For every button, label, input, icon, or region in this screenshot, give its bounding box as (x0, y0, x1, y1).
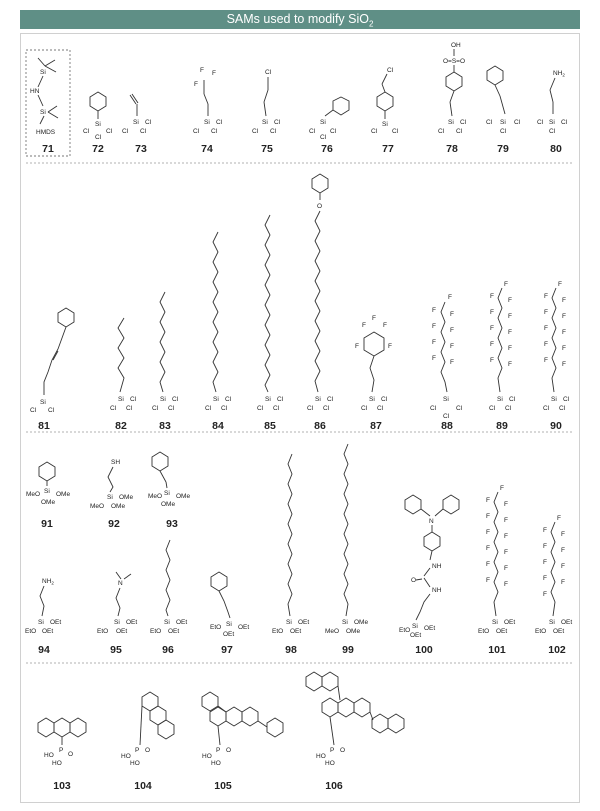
compound-74-structure (193, 67, 223, 135)
atom-cl: Cl (140, 128, 147, 135)
compound-number-82: 82 (115, 420, 127, 432)
atom-meo: MeO (26, 491, 41, 498)
atom-cl: Cl (110, 405, 117, 412)
atom-cl: Cl (211, 128, 218, 135)
atom-eto: EtO (25, 628, 37, 635)
compound-84-structure (205, 232, 232, 412)
compound-102-structure (535, 515, 572, 635)
atom-eto: EtO (399, 627, 411, 634)
compound-number-95: 95 (110, 644, 122, 656)
atom-f: F (504, 517, 508, 524)
atom-hn: HN (30, 88, 40, 95)
atom-oet: OEt (223, 631, 235, 638)
compound-number-92: 92 (108, 518, 120, 530)
atom-cl: Cl (438, 128, 445, 135)
atom-si: Si (160, 396, 166, 403)
compound-number-98: 98 (285, 644, 297, 656)
atom-f: F (543, 527, 547, 534)
compound-106-structure (306, 672, 404, 767)
atom-oet: OEt (504, 619, 516, 626)
atom-o: O (317, 203, 323, 210)
atom-p: P (216, 747, 221, 754)
atom-cl: Cl (126, 405, 133, 412)
atom-f: F (504, 501, 508, 508)
atom-meo: MeO (90, 503, 105, 510)
atom-f: F (543, 575, 547, 582)
atom-cl: Cl (122, 128, 129, 135)
atom-ome: OMe (56, 491, 71, 498)
compound-number-100: 100 (415, 644, 433, 656)
atom-si: Si (95, 121, 101, 128)
atom-f: F (562, 313, 566, 320)
atom-cl: Cl (265, 69, 272, 76)
atom-cl: Cl (392, 128, 399, 135)
atom-cl: Cl (486, 119, 493, 126)
atom-f: F (544, 357, 548, 364)
figure-title-subscript: 2 (368, 19, 374, 29)
atom-si: Si (286, 619, 292, 626)
atom-f: F (200, 67, 204, 74)
atom-si: Si (549, 119, 555, 126)
atom-f: F (450, 311, 454, 318)
atom-ome: OMe (354, 619, 369, 626)
compound-number-76: 76 (321, 143, 333, 155)
compound-82-structure (110, 318, 137, 412)
atom-cl: Cl (309, 128, 316, 135)
compound-number-85: 85 (264, 420, 276, 432)
atom-si: Si (114, 619, 120, 626)
atom-f: F (490, 293, 494, 300)
compound-number-104: 104 (134, 780, 152, 792)
atom-eto: EtO (272, 628, 284, 635)
atom-cl: Cl (193, 128, 200, 135)
atom-f: F (508, 361, 512, 368)
atom-ome: OMe (346, 628, 361, 635)
atom-si: Si (497, 396, 503, 403)
compound-101-structure (478, 485, 515, 635)
atom-phosphonate-o: O (226, 747, 232, 754)
atom-cl: Cl (48, 407, 55, 414)
atom-f: F (543, 543, 547, 550)
atom-f: F (558, 281, 562, 288)
atom-cl: Cl (270, 128, 277, 135)
atom-f: F (562, 329, 566, 336)
atom-si: Si (382, 121, 388, 128)
atom-f: F (486, 497, 490, 504)
atom-ho: HO (44, 752, 54, 759)
atom-n: N (118, 580, 123, 587)
atom-si: Si (164, 619, 170, 626)
atom-cl: Cl (330, 128, 337, 135)
atom-ome: OMe (161, 501, 176, 508)
atom-f: F (508, 329, 512, 336)
compound-96-structure (150, 540, 187, 635)
atom-cl: Cl (549, 128, 556, 135)
compound-number-71: 71 (42, 143, 54, 155)
atom-f: F (504, 565, 508, 572)
compound-number-103: 103 (53, 780, 71, 792)
atom-cl: Cl (172, 396, 179, 403)
atom-f: F (362, 322, 366, 329)
compound-number-93: 93 (166, 518, 178, 530)
atom-f: F (561, 563, 565, 570)
atom-f: F (388, 343, 392, 350)
compound-88-structure (430, 294, 463, 420)
atom-f: F (432, 339, 436, 346)
atom-eto: EtO (478, 628, 490, 635)
atom-eto: EtO (97, 628, 109, 635)
atom-si: Si (412, 623, 418, 630)
compound-number-80: 80 (550, 143, 562, 155)
compound-90-structure (543, 281, 570, 412)
atom-ho: HO (316, 753, 326, 760)
atom-f: F (544, 293, 548, 300)
atom-f: F (504, 281, 508, 288)
compound-95-structure (97, 572, 137, 635)
compound-number-73: 73 (135, 143, 147, 155)
atom-si: Si (107, 494, 113, 501)
atom-f: F (450, 359, 454, 366)
compound-93-structure (148, 452, 190, 508)
atom-f: F (490, 357, 494, 364)
compound-number-105: 105 (214, 780, 232, 792)
atom-cl: Cl (327, 396, 334, 403)
atom-ho: HO (202, 753, 212, 760)
atom-f: F (355, 343, 359, 350)
atom-cl: Cl (225, 396, 232, 403)
compound-81-structure (30, 308, 74, 414)
atom-si: Si (38, 619, 44, 626)
atom-nh: NH (432, 587, 442, 594)
atom-cl: Cl (152, 405, 159, 412)
compound-103-structure (38, 718, 86, 767)
atom-ho: HO (121, 753, 131, 760)
atom-f: F (504, 581, 508, 588)
atom-cl: Cl (543, 405, 550, 412)
atom-f: F (544, 325, 548, 332)
compound-number-89: 89 (496, 420, 508, 432)
atom-f: F (194, 81, 198, 88)
atom-oet: OEt (290, 628, 302, 635)
compound-73-structure (122, 94, 152, 135)
atom-ho: HO (211, 760, 221, 767)
hmds-box (26, 50, 70, 156)
atom-f: F (504, 533, 508, 540)
atom-nh: NH (432, 563, 442, 570)
atom-nh2: $NH_2$ (42, 578, 54, 586)
atom-oet: OEt (561, 619, 573, 626)
atom-cl: Cl (30, 407, 37, 414)
compound-number-77: 77 (382, 143, 394, 155)
atom-f: F (486, 561, 490, 568)
compound-78-structure (438, 42, 467, 135)
compound-number-78: 78 (446, 143, 458, 155)
atom-f: F (486, 577, 490, 584)
atom-cl: Cl (95, 134, 102, 141)
atom-oet: OEt (238, 624, 250, 631)
atom-f: F (562, 361, 566, 368)
atom-f: F (543, 559, 547, 566)
atom-cl: Cl (277, 396, 284, 403)
atom-eto: EtO (150, 628, 162, 635)
atom-f: F (561, 531, 565, 538)
atom-oet: OEt (298, 619, 310, 626)
compound-97-structure (210, 572, 249, 638)
atom-p: P (59, 747, 64, 754)
atom-oet: OEt (42, 628, 54, 635)
compound-89-structure (489, 281, 516, 412)
atom-si: Si (204, 119, 210, 126)
atom-si: Si (549, 619, 555, 626)
atom-f: F (562, 297, 566, 304)
atom-f: F (557, 515, 561, 522)
compound-98-structure (272, 454, 309, 635)
atom-si: Si (213, 396, 219, 403)
atom-f: F (562, 345, 566, 352)
atom-cl: Cl (537, 119, 544, 126)
atom-si: Si (443, 396, 449, 403)
atom-cl: Cl (371, 128, 378, 135)
compound-94-structure (25, 578, 61, 635)
atom-f: F (372, 315, 376, 322)
atom-eto: EtO (210, 624, 222, 631)
compound-91-structure (26, 462, 70, 506)
atom-meo: MeO (148, 493, 163, 500)
compound-number-84: 84 (212, 420, 224, 432)
atom-oet: OEt (410, 632, 422, 639)
atom-cl: Cl (216, 119, 223, 126)
atom-cl: Cl (460, 119, 467, 126)
atom-f: F (508, 345, 512, 352)
atom-f: F (508, 297, 512, 304)
atom-si: Si (320, 119, 326, 126)
compound-75-structure (252, 69, 281, 135)
atom-f: F (486, 513, 490, 520)
atom-cl: Cl (361, 405, 368, 412)
atom-oet: OEt (126, 619, 138, 626)
atom-cl: Cl (559, 405, 566, 412)
atom-phosphonate-o: O (68, 751, 74, 758)
atom-cl: Cl (320, 134, 327, 141)
compound-number-97: 97 (221, 644, 233, 656)
atom-cl: Cl (505, 405, 512, 412)
atom-si: Si (551, 396, 557, 403)
atom-si: Si (118, 396, 124, 403)
atom-cl: Cl (500, 128, 507, 135)
atom-cl: Cl (130, 396, 137, 403)
compound-number-91: 91 (41, 518, 53, 530)
atom-oet: OEt (424, 625, 436, 632)
atom-cl: Cl (563, 396, 570, 403)
atom-phosphonate-o: O (145, 747, 151, 754)
atom-f: F (561, 579, 565, 586)
atom-cl: Cl (307, 405, 314, 412)
atom-cl: Cl (106, 128, 113, 135)
atom-f: F (561, 547, 565, 554)
atom-si: Si (492, 619, 498, 626)
atom-f: F (432, 355, 436, 362)
atom-cl: Cl (252, 128, 259, 135)
atom-o: O (411, 577, 417, 584)
atom-f: F (450, 327, 454, 334)
atom-cl: Cl (145, 119, 152, 126)
atom-si: Si (44, 488, 50, 495)
atom-meo: MeO (325, 628, 340, 635)
atom-si: Si (369, 396, 375, 403)
compound-number-90: 90 (550, 420, 562, 432)
compound-85-structure (257, 215, 284, 412)
atom-oet: OEt (176, 619, 188, 626)
atom-cl: Cl (381, 396, 388, 403)
atom-si: Si (164, 490, 170, 497)
atom-cl: Cl (168, 405, 175, 412)
compound-number-87: 87 (370, 420, 382, 432)
compound-number-75: 75 (261, 143, 273, 155)
atom-f: F (486, 529, 490, 536)
atom-f: F (383, 322, 387, 329)
compound-83-structure (152, 292, 179, 412)
atom-cl: Cl (377, 405, 384, 412)
atom-si: Si (40, 399, 46, 406)
atom-cl: Cl (514, 119, 521, 126)
atom-f: F (486, 545, 490, 552)
atom-sh: SH (111, 459, 121, 466)
atom-cl: Cl (489, 405, 496, 412)
atom-f: F (500, 485, 504, 492)
atom-f: F (450, 343, 454, 350)
atom-f: F (490, 309, 494, 316)
atom-si: Si (262, 119, 268, 126)
compound-number-79: 79 (497, 143, 509, 155)
compound-number-94: 94 (38, 644, 50, 656)
atom-f: F (504, 549, 508, 556)
compound-92-structure (90, 459, 133, 510)
atom-sulfonate: O=S=O (443, 58, 466, 65)
compound-86-structure (307, 174, 334, 412)
compound-79-structure (486, 66, 521, 135)
atom-cl: Cl (274, 119, 281, 126)
atom-si: Si (133, 119, 139, 126)
atom-oet: OEt (116, 628, 128, 635)
compound-number-83: 83 (159, 420, 171, 432)
atom-f: F (544, 341, 548, 348)
compound-100-structure (399, 495, 459, 639)
compound-number-81: 81 (38, 420, 50, 432)
atom-si: Si (315, 396, 321, 403)
atom-cl: Cl (323, 405, 330, 412)
atom-f: F (490, 341, 494, 348)
compound-72-structure (83, 92, 113, 141)
compound-number-99: 99 (342, 644, 354, 656)
atom-f: F (432, 323, 436, 330)
atom-p: P (330, 747, 335, 754)
atom-cl: Cl (509, 396, 516, 403)
atom-si: Si (40, 109, 46, 116)
atom-phosphonate-o: O (340, 747, 346, 754)
atom-ome: OMe (119, 494, 134, 501)
compound-71-structure (30, 58, 58, 136)
hmds-label: HMDS (36, 129, 56, 136)
atom-f: F (508, 313, 512, 320)
atom-oet: OEt (553, 628, 565, 635)
compound-77-structure (371, 67, 399, 135)
atom-cl: Cl (430, 405, 437, 412)
compound-number-102: 102 (548, 644, 566, 656)
atom-si: Si (226, 621, 232, 628)
atom-cl: Cl (221, 405, 228, 412)
compound-number-72: 72 (92, 143, 104, 155)
compound-76-structure (309, 97, 349, 141)
atom-f: F (543, 591, 547, 598)
atom-cl: Cl (273, 405, 280, 412)
compound-87-structure (355, 315, 392, 412)
atom-p: P (135, 747, 140, 754)
compound-number-88: 88 (441, 420, 453, 432)
compound-number-96: 96 (162, 644, 174, 656)
compound-104-structure (121, 692, 174, 767)
atom-ome: OMe (111, 503, 126, 510)
atom-cl: Cl (205, 405, 212, 412)
atom-ome: OMe (41, 499, 56, 506)
compound-99-structure (325, 444, 368, 635)
atom-cl: Cl (561, 119, 568, 126)
atom-si: Si (448, 119, 454, 126)
compound-number-106: 106 (325, 780, 343, 792)
atom-f: F (544, 309, 548, 316)
atom-f: F (432, 307, 436, 314)
atom-cl: Cl (83, 128, 90, 135)
atom-oet: OEt (496, 628, 508, 635)
atom-oet: OEt (168, 628, 180, 635)
atom-cl: Cl (456, 405, 463, 412)
compound-number-101: 101 (488, 644, 506, 656)
atom-oh: OH (451, 42, 461, 49)
atom-cl: Cl (387, 67, 394, 74)
atom-eto: EtO (535, 628, 547, 635)
atom-ome: OMe (176, 493, 191, 500)
atom-f: F (448, 294, 452, 301)
atom-f: F (212, 70, 216, 77)
atom-n: N (429, 518, 434, 525)
atom-cl: Cl (443, 413, 450, 420)
atom-cl: Cl (257, 405, 264, 412)
atom-si: Si (265, 396, 271, 403)
compound-105-structure (202, 692, 283, 767)
atom-ho: HO (130, 760, 140, 767)
compound-80-structure (537, 70, 568, 135)
compound-number-86: 86 (314, 420, 326, 432)
atom-si: Si (500, 119, 506, 126)
atom-nh2: $NH_2$ (553, 70, 565, 78)
atom-si: Si (40, 69, 46, 76)
atom-f: F (490, 325, 494, 332)
figure-title-text: SAMs used to modify SiO (226, 12, 369, 26)
atom-si: Si (342, 619, 348, 626)
compound-number-74: 74 (201, 143, 213, 155)
atom-ho: HO (325, 760, 335, 767)
atom-cl: Cl (456, 128, 463, 135)
atom-oet: OEt (50, 619, 62, 626)
atom-ho: HO (52, 760, 62, 767)
